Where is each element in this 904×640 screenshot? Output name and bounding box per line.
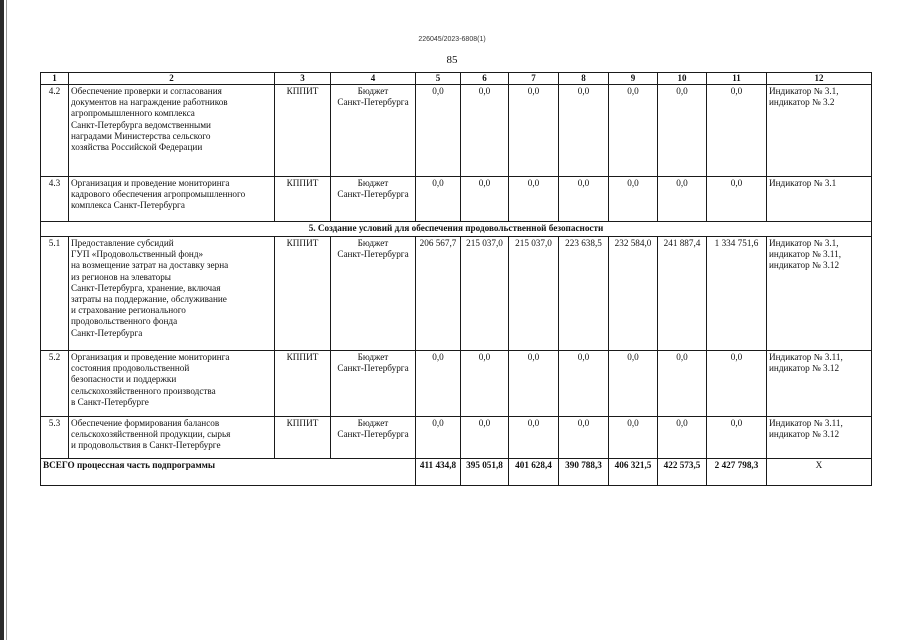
column-header: 6 [461, 73, 509, 85]
measure-name: Организация и проведение мониторинга кадрового обеспечения агропромышленного комплекса Санкт-Петербурга [69, 177, 275, 222]
column-header-row [41, 73, 872, 85]
table-row [41, 177, 872, 222]
table-row [41, 237, 872, 351]
value-cell: 0,0 [609, 417, 658, 459]
column-header: 11 [707, 73, 767, 85]
value-cell: 0,0 [609, 351, 658, 417]
row-number: 4.2 [41, 85, 69, 177]
value-cell: 0,0 [559, 85, 609, 177]
section-title: 5. Создание условий для обеспечения продовольственной безопасности [41, 222, 872, 237]
row-number: 5.1 [41, 237, 69, 351]
value-cell: 0,0 [609, 177, 658, 222]
value-cell: 0,0 [416, 351, 461, 417]
page-number: 85 [446, 54, 458, 66]
column-header: 3 [275, 73, 331, 85]
funding-source: Бюджет Санкт-Петербурга [331, 351, 416, 417]
total-value: 401 628,4 [509, 459, 559, 486]
value-cell: 232 584,0 [609, 237, 658, 351]
total-value: 2 427 798,3 [707, 459, 767, 486]
column-header: 8 [559, 73, 609, 85]
value-cell: 0,0 [416, 417, 461, 459]
total-row [41, 459, 872, 486]
scan-edge-line [6, 0, 7, 640]
measure-name: Обеспечение проверки и согласования документов на награждение работников агропромышленного комплекса Санкт-Петербурга ведомственными наградами Министерства сельского хозяйства Российской Федерации [69, 85, 275, 177]
value-cell: 0,0 [416, 85, 461, 177]
indicator: Индикатор № 3.11, индикатор № 3.12 [767, 417, 872, 459]
value-cell: 241 887,4 [658, 237, 707, 351]
value-cell: 206 567,7 [416, 237, 461, 351]
column-header: 7 [509, 73, 559, 85]
indicator: Индикатор № 3.11, индикатор № 3.12 [767, 351, 872, 417]
value-cell: 0,0 [707, 177, 767, 222]
value-cell: 215 037,0 [509, 237, 559, 351]
total-value: 411 434,8 [416, 459, 461, 486]
table-row [41, 351, 872, 417]
value-cell: 0,0 [559, 417, 609, 459]
indicator: Индикатор № 3.1, индикатор № 3.2 [767, 85, 872, 177]
row-number: 4.3 [41, 177, 69, 222]
funding-source: Бюджет Санкт-Петербурга [331, 417, 416, 459]
value-cell: 0,0 [509, 177, 559, 222]
value-cell: 0,0 [707, 85, 767, 177]
document-id: 226045/2023-6808(1) [418, 36, 486, 43]
value-cell: 0,0 [658, 351, 707, 417]
column-header: 1 [41, 73, 69, 85]
scan-edge [0, 0, 4, 640]
column-header: 10 [658, 73, 707, 85]
total-value: 390 788,3 [559, 459, 609, 486]
value-cell: 0,0 [658, 177, 707, 222]
value-cell: 0,0 [559, 351, 609, 417]
row-number: 5.2 [41, 351, 69, 417]
value-cell: 0,0 [609, 85, 658, 177]
table-row [41, 85, 872, 177]
funding-source: Бюджет Санкт-Петербурга [331, 85, 416, 177]
value-cell: 0,0 [707, 417, 767, 459]
indicator: Индикатор № 3.1, индикатор № 3.11, индикатор № 3.12 [767, 237, 872, 351]
value-cell: 0,0 [461, 417, 509, 459]
value-cell: 0,0 [416, 177, 461, 222]
indicator: Индикатор № 3.1 [767, 177, 872, 222]
measure-name: Обеспечение формирования балансов сельскохозяйственной продукции, сырья и продовольствия в Санкт-Петербурге [69, 417, 275, 459]
column-header: 5 [416, 73, 461, 85]
column-header: 12 [767, 73, 872, 85]
executor: КППИТ [275, 417, 331, 459]
column-header: 4 [331, 73, 416, 85]
value-cell: 215 037,0 [461, 237, 509, 351]
total-value: 422 573,5 [658, 459, 707, 486]
executor: КППИТ [275, 177, 331, 222]
value-cell: 0,0 [461, 351, 509, 417]
section-row [41, 222, 872, 237]
executor: КППИТ [275, 85, 331, 177]
value-cell: 1 334 751,6 [707, 237, 767, 351]
value-cell: 0,0 [461, 85, 509, 177]
value-cell: 223 638,5 [559, 237, 609, 351]
measure-name: Предоставление субсидий ГУП «Продовольственный фонд» на возмещение затрат на доставку зерна из регионов на элеваторы Санкт-Петербурга, хранение, включая затраты на поддержание, обслуживание и страхование регионального продовольственного фонда Санкт-Петербурга [69, 237, 275, 351]
total-value: 406 321,5 [609, 459, 658, 486]
measure-name: Организация и проведение мониторинга состояния продовольственной безопасности и поддержки сельскохозяйственного производства в Санкт-Петербурге [69, 351, 275, 417]
value-cell: 0,0 [707, 351, 767, 417]
total-indicator: X [767, 459, 872, 486]
value-cell: 0,0 [461, 177, 509, 222]
program-table [40, 72, 872, 486]
table-row [41, 417, 872, 459]
total-label: ВСЕГО процессная часть подпрограммы [41, 459, 416, 486]
funding-source: Бюджет Санкт-Петербурга [331, 237, 416, 351]
value-cell: 0,0 [658, 85, 707, 177]
row-number: 5.3 [41, 417, 69, 459]
column-header: 9 [609, 73, 658, 85]
total-value: 395 051,8 [461, 459, 509, 486]
value-cell: 0,0 [509, 85, 559, 177]
value-cell: 0,0 [509, 417, 559, 459]
value-cell: 0,0 [559, 177, 609, 222]
value-cell: 0,0 [509, 351, 559, 417]
funding-source: Бюджет Санкт-Петербурга [331, 177, 416, 222]
executor: КППИТ [275, 237, 331, 351]
executor: КППИТ [275, 351, 331, 417]
column-header: 2 [69, 73, 275, 85]
value-cell: 0,0 [658, 417, 707, 459]
